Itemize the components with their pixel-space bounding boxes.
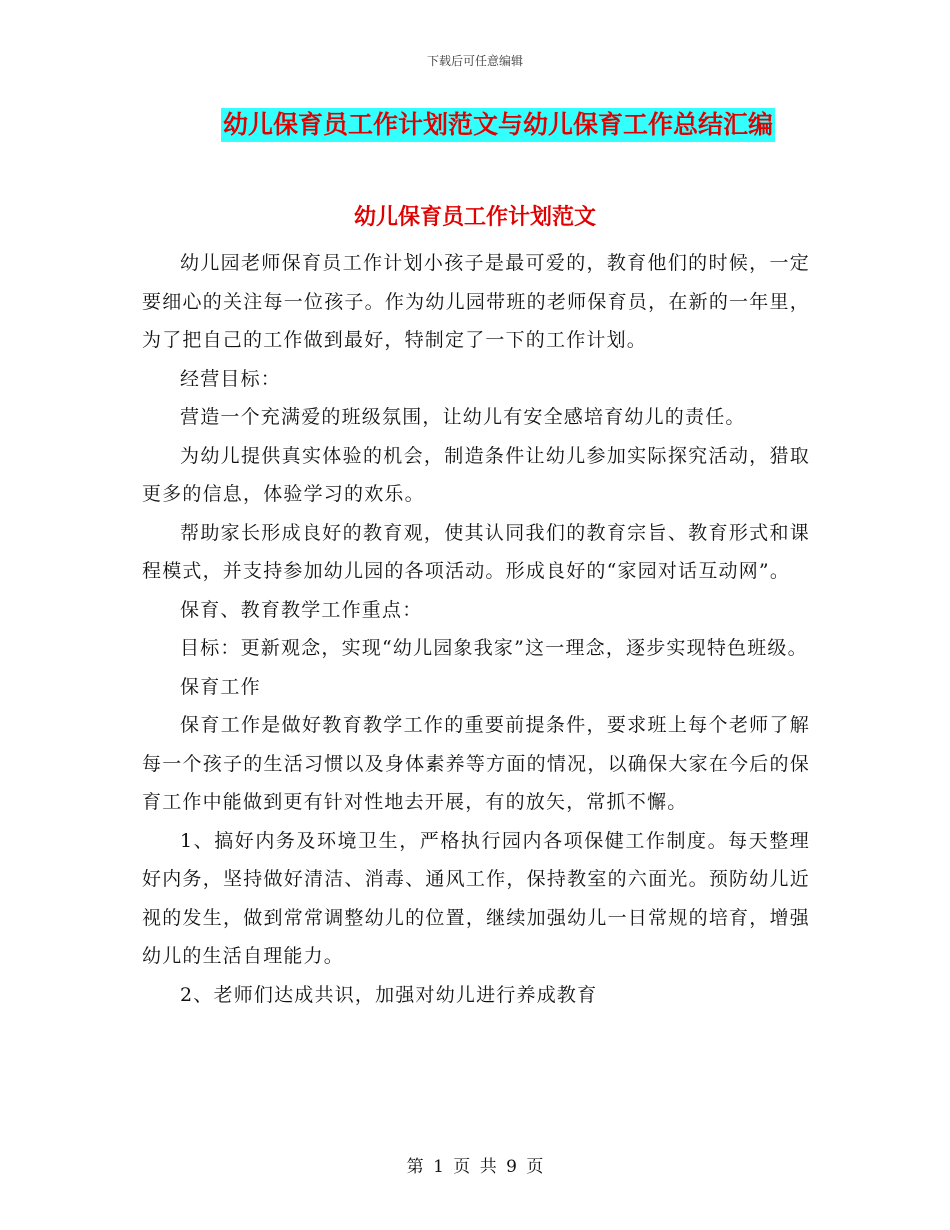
section-title: 幼儿保育员工作计划范文 [353, 204, 596, 230]
document-title-container [0, 108, 950, 142]
paragraph: 幼儿园老师保育员工作计划小孩子是最可爱的，教育他们的时候，一定要细心的关注每一位孩子。作为幼儿园带班的老师保育员，在新的一年里，为了把自己的工作做到最好，特制定了一下的工作计划。 [142, 252, 810, 351]
paragraph: 营造一个充满爱的班级氛围，让幼儿有安全感培育幼儿的责任。 [180, 406, 746, 428]
paragraph: 经营目标： [180, 367, 282, 390]
paragraph: 保育工作是做好教育教学工作的重要前提条件，要求班上每个老师了解每一个孩子的生活习惯以及身体素养等方面的情况，以确保大家在今后的保育工作中能做到更有针对性地去开展，有的放矢，常抓不懈。 [142, 714, 810, 813]
paragraph: 保育、教育教学工作重点： [180, 598, 423, 621]
header-note: 下载后可任意编辑 [426, 54, 523, 68]
paragraph: 1、搞好内务及环境卫生，严格执行园内各项保健工作制度。每天整理好内务，坚持做好清洁、消毒、通风工作，保持教室的六面光。预防幼儿近视的发生，做到常常调整幼儿的位置，继续加强幼儿一日常规的培育，增强幼儿的生活自理能力。 [142, 829, 810, 967]
document-body [142, 244, 810, 1014]
page-footer: 第 1 页 共 9 页 [406, 1157, 544, 1177]
paragraph: 为幼儿提供真实体验的机会，制造条件让幼儿参加实际探究活动，猎取更多的信息，体验学习的欢乐。 [142, 444, 810, 505]
paragraph: 帮助家长形成良好的教育观，使其认同我们的教育宗旨、教育形式和课程模式，并支持参加幼儿园的各项活动。形成良好的“家园对话互动网”。 [142, 521, 810, 582]
paragraph: 目标：更新观念，实现“幼儿园象我家”这一理念，逐步实现特色班级。 [180, 637, 808, 659]
paragraph: 保育工作 [180, 675, 261, 698]
paragraph: 2、老师们达成共识，加强对幼儿进行养成教育 [180, 983, 598, 1006]
document-title: 幼儿保育员工作计划范文与幼儿保育工作总结汇编 [221, 108, 775, 142]
